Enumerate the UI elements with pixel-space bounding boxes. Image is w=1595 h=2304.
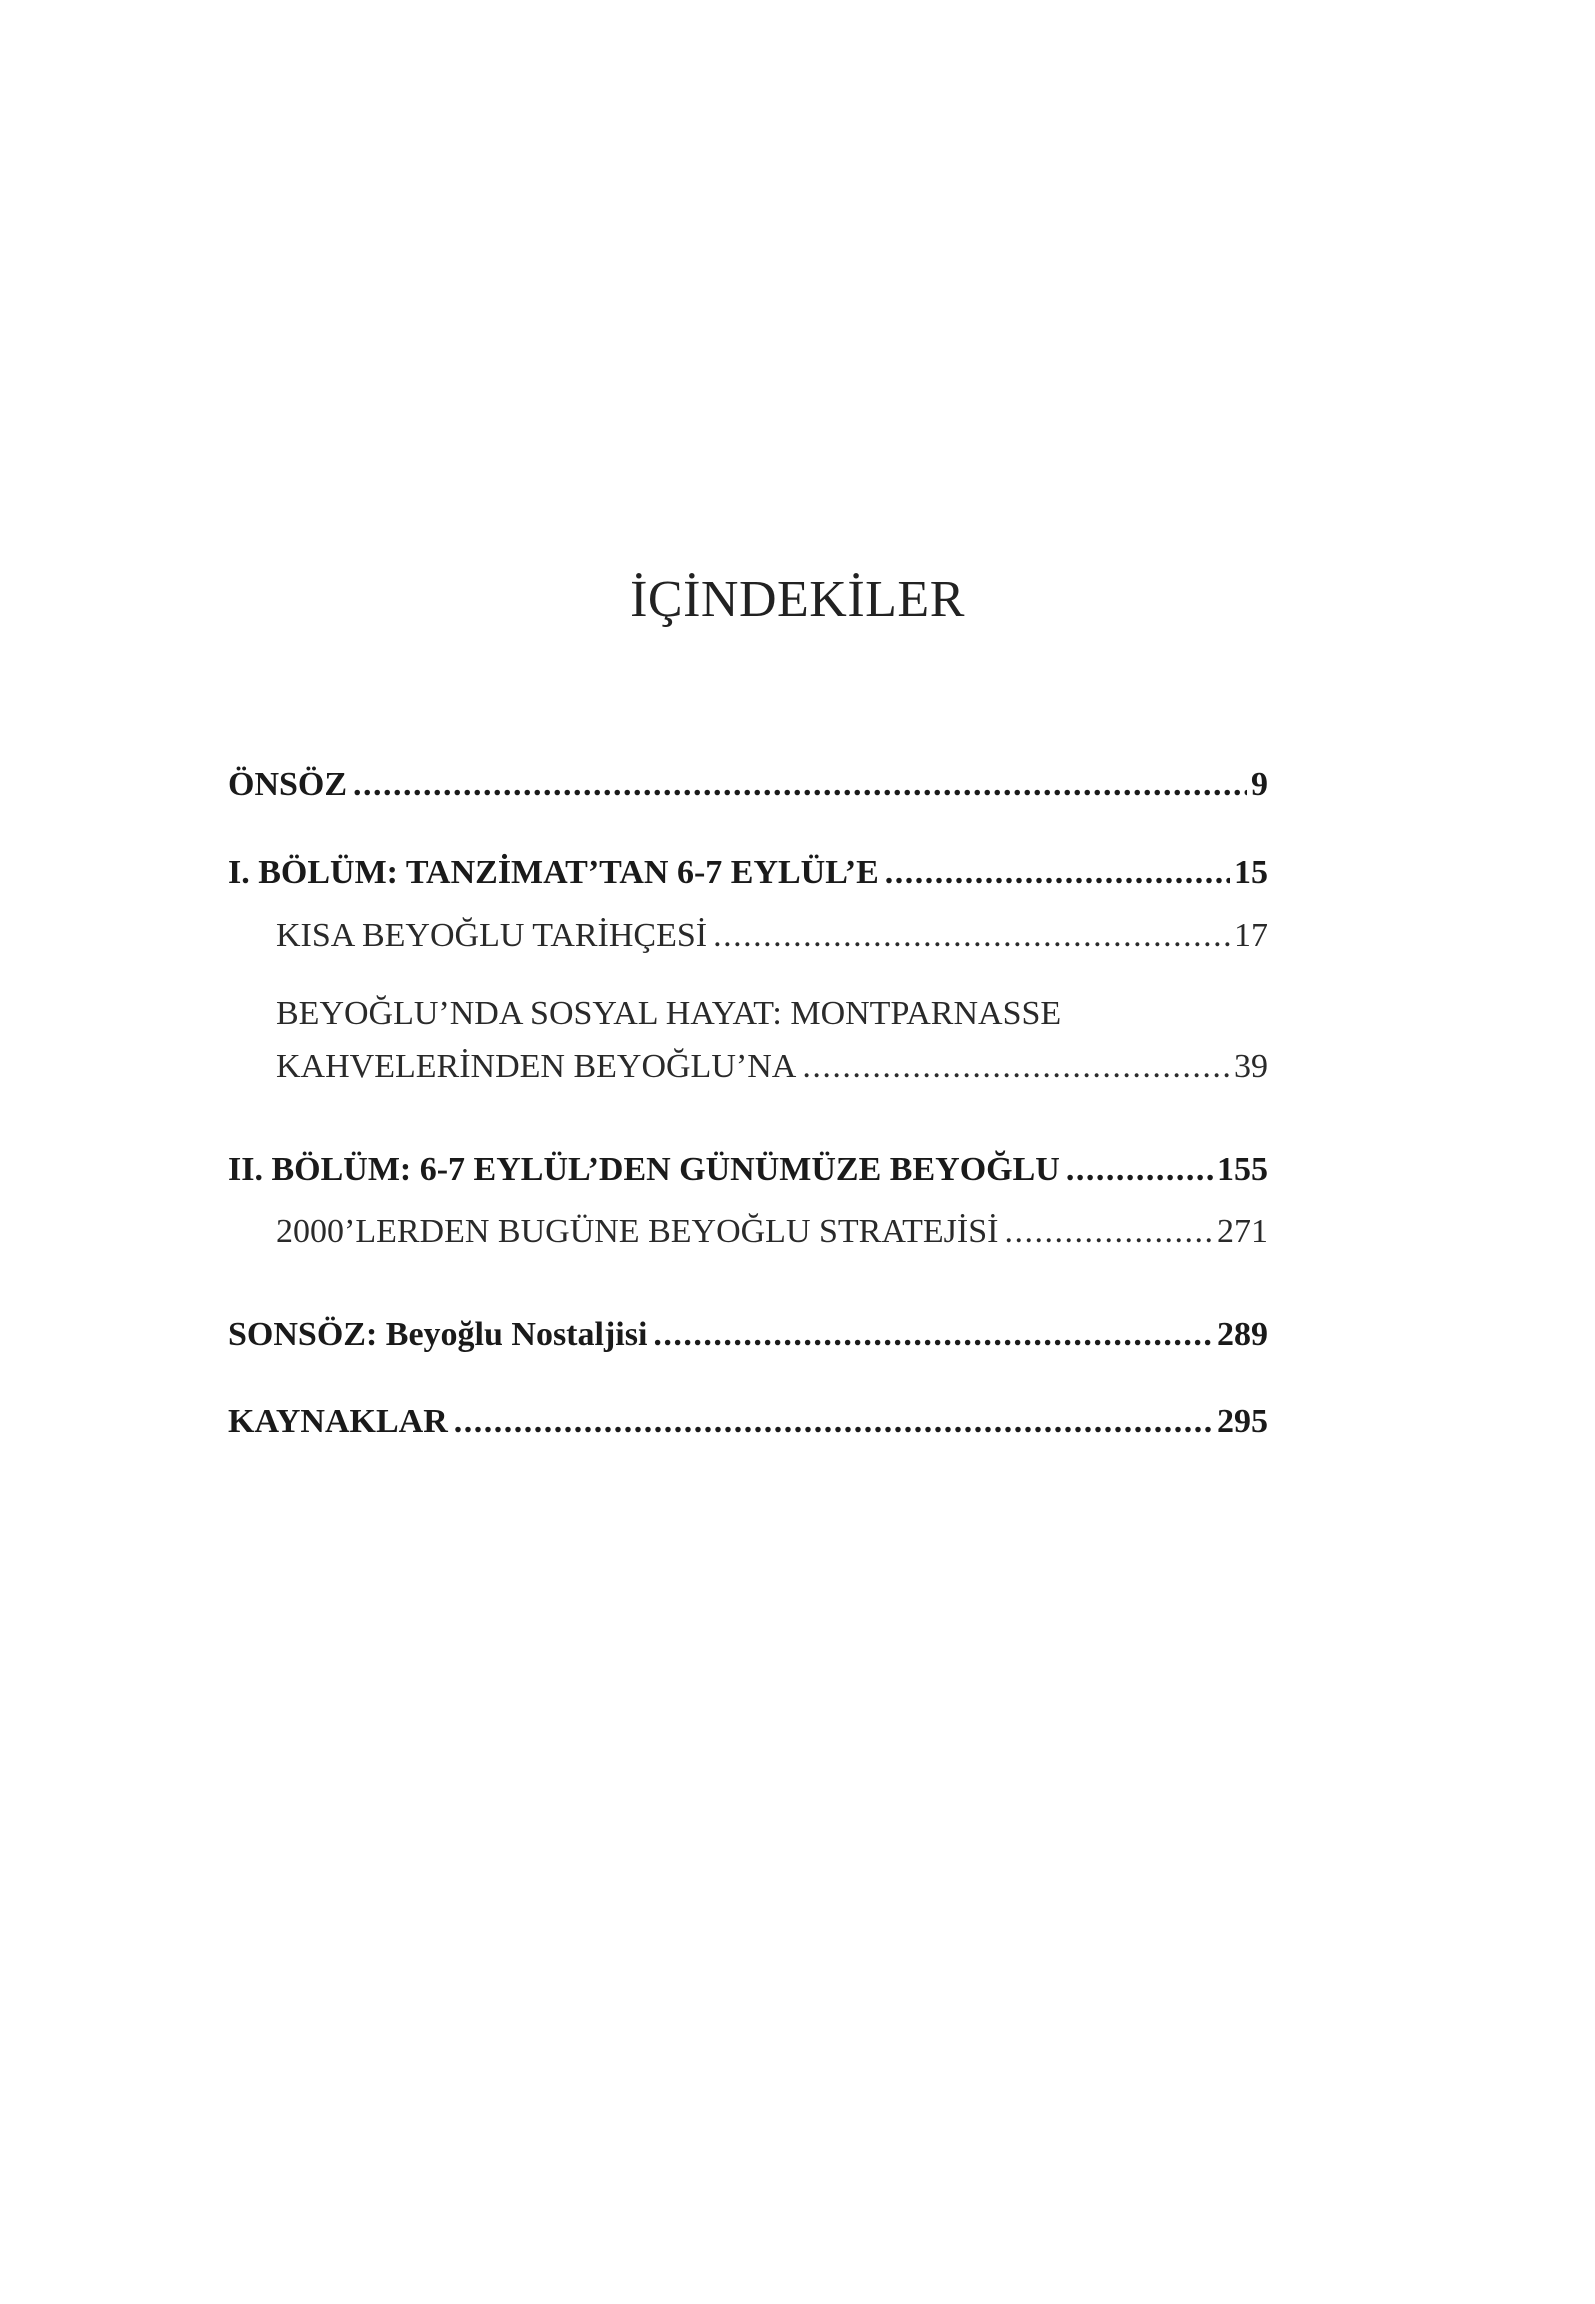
toc-entry-label: KISA BEYOĞLU TARİHÇESİ	[276, 917, 708, 954]
toc-entry-sosyal-line-1[interactable]: BEYOĞLU’NDA SOSYAL HAYAT: MONTPARNASSE	[276, 995, 1062, 1032]
toc-entry-bolum-2[interactable]	[228, 1150, 1268, 1190]
toc-entry-page: 271	[1217, 1213, 1268, 1250]
toc-entry-page: 39	[1234, 1048, 1268, 1085]
dot-leader	[1004, 1212, 1213, 1252]
toc-entry-sosyal[interactable]	[276, 1047, 1268, 1087]
toc-entry-kaynaklar[interactable]	[228, 1402, 1268, 1442]
toc-entry-page: 155	[1217, 1151, 1268, 1188]
dot-leader	[802, 1047, 1230, 1087]
dot-leader	[885, 853, 1230, 893]
dot-leader	[653, 1315, 1213, 1355]
dot-leader	[353, 765, 1247, 805]
toc-entry-onsoz[interactable]	[228, 765, 1268, 805]
dot-leader	[1066, 1150, 1213, 1190]
toc-entry-label: SONSÖZ: Beyoğlu Nostaljisi	[228, 1316, 648, 1353]
toc-entry-label: I. BÖLÜM: TANZİMAT’TAN 6-7 EYLÜL’E	[228, 854, 879, 891]
toc-entry-label: KAHVELERİNDEN BEYOĞLU’NA	[276, 1048, 797, 1085]
toc-entry-label: ÖNSÖZ	[228, 766, 348, 803]
toc-entry-page: 295	[1217, 1403, 1268, 1440]
toc-entry-strateji[interactable]	[276, 1212, 1268, 1252]
toc-entry-bolum-1[interactable]	[228, 853, 1268, 893]
page-title: İÇİNDEKİLER	[630, 571, 965, 628]
toc-entry-label: 2000’LERDEN BUGÜNE BEYOĞLU STRATEJİSİ	[276, 1213, 999, 1250]
toc-entry-label: KAYNAKLAR	[228, 1403, 448, 1440]
toc-entry-page: 289	[1217, 1316, 1268, 1353]
toc-entry-page: 9	[1251, 766, 1268, 803]
toc-entry-page: 17	[1234, 917, 1268, 954]
toc-entry-page: 15	[1234, 854, 1268, 891]
dot-leader	[713, 916, 1230, 956]
dot-leader	[454, 1402, 1213, 1442]
toc-entry-label: II. BÖLÜM: 6-7 EYLÜL’DEN GÜNÜMÜZE BEYOĞLU	[228, 1151, 1060, 1188]
toc-entry-sonsoz[interactable]	[228, 1315, 1268, 1355]
toc-entry-tarihce[interactable]	[276, 916, 1268, 956]
